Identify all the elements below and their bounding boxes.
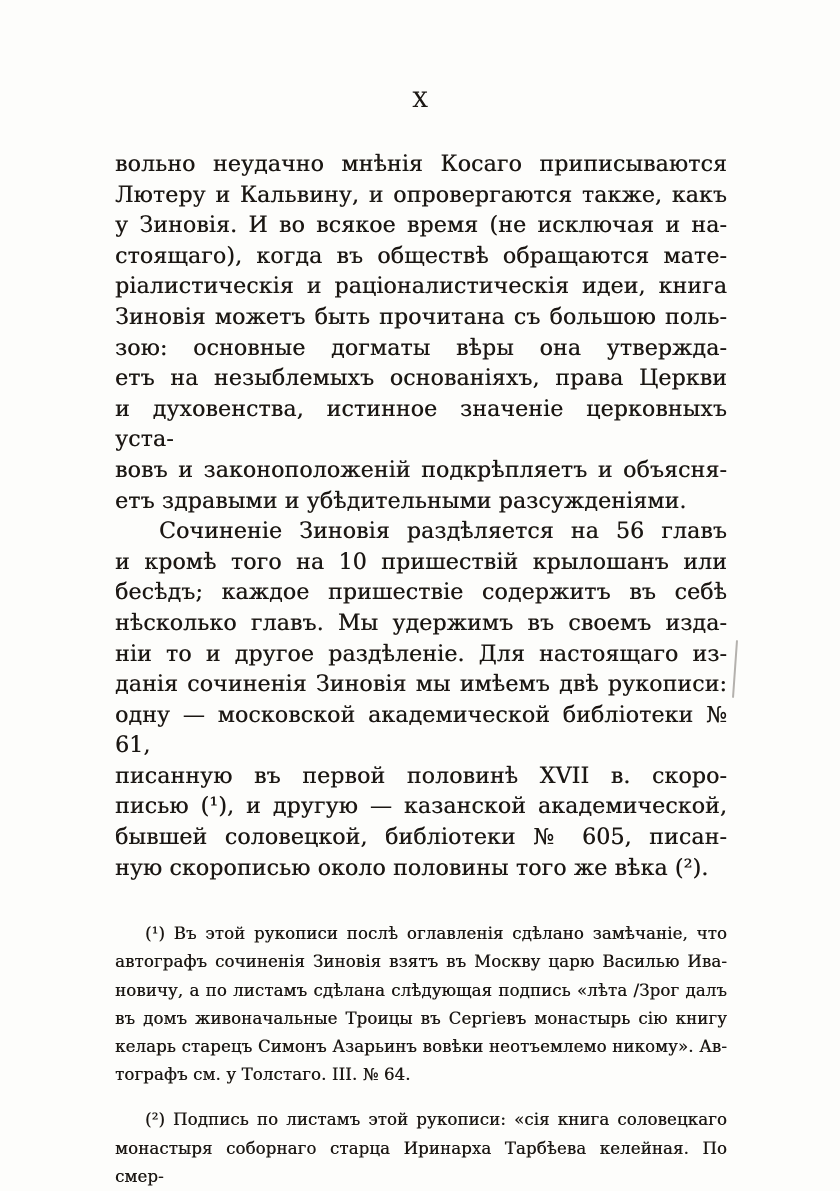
text-line: вольно неудачно мнѣнія Косаго приписываются xyxy=(115,152,727,177)
text-line: (²) Подпись по листамъ этой рукописи: «сія книга соловецкаго xyxy=(145,1110,727,1130)
text-line: етъ здравыми и убѣдительными разсужденіями. xyxy=(115,488,687,514)
text-line: писью (¹), и другую — казанской академической, xyxy=(115,794,727,820)
text-line: новичу, а по листамъ сдѣлана слѣдующая подпись «лѣта /Зрог далъ xyxy=(115,980,727,1000)
text-line: келарь старецъ Симонъ Азарьинъ вовѣки неотъемлемо никому». Ав- xyxy=(115,1037,727,1057)
text-line: Зиновія можетъ быть прочитана съ большою поль- xyxy=(115,304,727,330)
text-line: Сочиненіе Зиновія раздѣляется на 56 главъ xyxy=(159,519,727,545)
scan-artifact-mark xyxy=(732,640,738,698)
text-line: у Зиновія. И во всякое время (не исключая и на- xyxy=(115,213,727,239)
text-line: тографъ см. у Толстаго. III. № 64. xyxy=(115,1065,411,1085)
text-line: данія сочиненія Зиновія мы имѣемъ двѣ рукописи: xyxy=(115,672,727,698)
text-line: и духовенства, истинное значеніе церковныхъ уста- xyxy=(115,396,727,453)
text-line: ную скорописью около половины того же вѣка (²). xyxy=(115,855,709,881)
footnote-1 xyxy=(115,920,727,1089)
text-line: (¹) Въ этой рукописи послѣ оглавленія сдѣлано замѣчаніе, что xyxy=(145,924,727,944)
paragraph-continuation xyxy=(115,150,727,517)
text-line: стоящаго), когда въ обществѣ обращаются мате- xyxy=(115,243,727,269)
text-line: писанную въ первой половинѣ XVII в. скоро- xyxy=(115,763,727,789)
text-line: зою: основные догматы вѣры она утвержда- xyxy=(115,335,727,361)
text-line: вовъ и законоположеній подкрѣпляетъ и объясня- xyxy=(115,457,727,483)
footnote-2 xyxy=(115,1106,727,1191)
text-line: нѣсколько главъ. Мы удержимъ въ своемъ изда- xyxy=(115,610,727,636)
text-line: ріалистическія и раціоналистическія идеи, книга xyxy=(115,274,727,300)
text-line: въ домъ живоначальные Троицы въ Сергіевъ монастырь сію книгу xyxy=(115,1008,727,1028)
text-line: автографъ сочиненія Зиновія взятъ въ Москву царю Василью Ива- xyxy=(115,952,727,972)
text-line: монастыря соборнаго старца Иринарха Тарбѣева келейная. По смер- xyxy=(115,1138,727,1186)
text-line: и кромѣ того на 10 пришествій крылошанъ или xyxy=(115,549,727,575)
text-line: бесѣдъ; каждое пришествіе содержитъ въ себѣ xyxy=(115,580,727,606)
text-line: Лютеру и Кальвину, и опровергаются также, какъ xyxy=(115,182,727,208)
text-line: ніи то и другое раздѣленіе. Для настоящаго из- xyxy=(115,641,727,667)
text-line: етъ на незыблемыхъ основаніяхъ, права Церкви xyxy=(115,366,727,392)
page-number: X xyxy=(412,88,430,112)
paragraph-manuscripts xyxy=(115,517,727,884)
text-line: бывшей соловецкой, библіотеки № 605, писан- xyxy=(115,825,727,851)
footnotes xyxy=(115,920,727,1191)
text-line: одну — московской академической библіотеки № 61, xyxy=(115,702,727,759)
body-text xyxy=(115,150,727,884)
